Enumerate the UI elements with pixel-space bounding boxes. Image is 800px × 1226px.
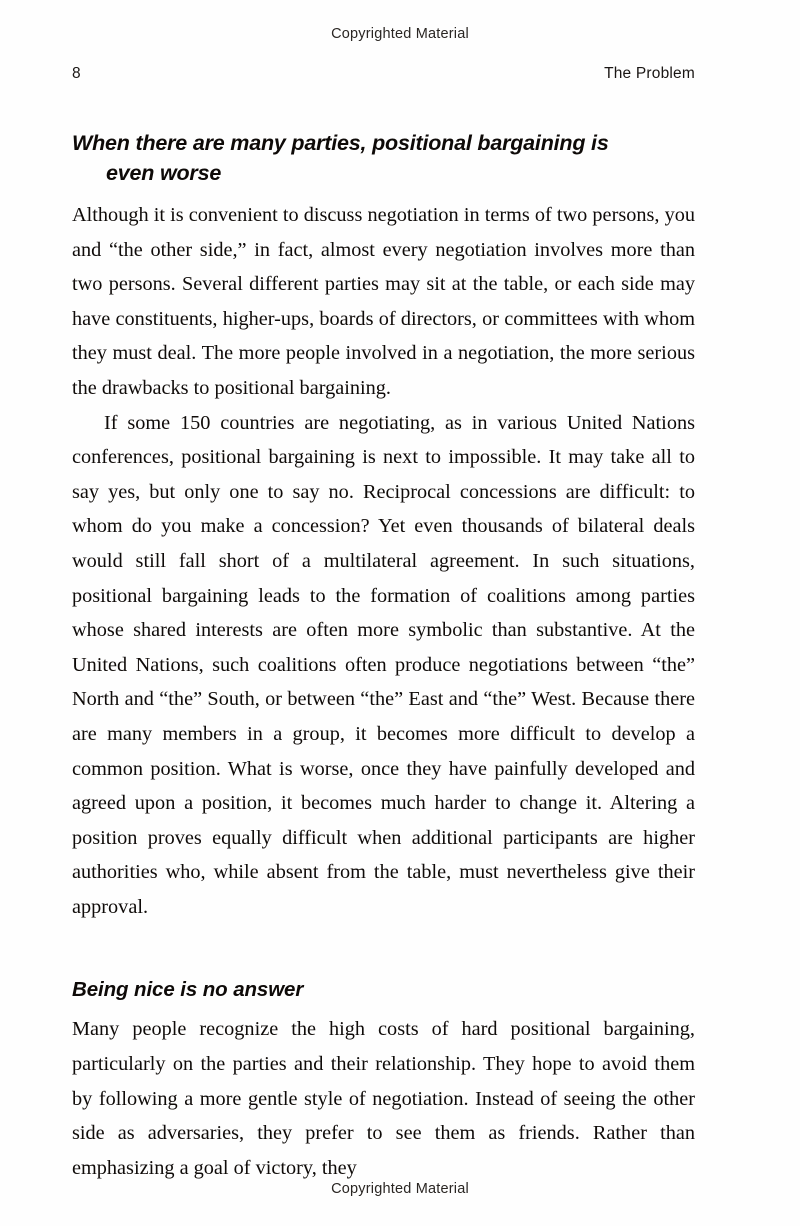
paragraph: If some 150 countries are negotiating, as in various United Nations conferences, positional bargaining is next to impossible. It may take all to say yes, but only one to say no. Reciprocal concessions are difficult: to whom do you make a concession? Yet even thousands of bilateral deals would still fall short of a multilateral agreement. In such situations, positional bargaining leads to the formation of coalitions among parties whose shared interests are often more symbolic than substantive. At the United Nations, such coalitions often produce negotiations between “the” North and “the” South, or between “the” East and “the” West. Because there are many members in a group, it becomes more difficult to develop a common position. What is worse, once they have painfully developed and agreed upon a position, it becomes much harder to change it. Altering a position proves equally difficult when additional participants are higher authorities who, while absent from the table, must nevertheless give their approval. [72,411,695,918]
page-number: 8 [72,65,81,82]
section-heading-line-1: When there are many parties, positional bargaining is [72,131,609,155]
paragraph: Although it is convenient to discuss negotiation in terms of two persons, you and “the other side,” in fact, almost every negotiation involves more than two persons. Several different parties may sit at the table, or each side may have constituents, higher-ups, boards of directors, or committees with whom they must deal. The more people involved in a negotiation, the more serious the drawbacks to positional bargaining. [72,204,695,399]
chapter-title: The Problem [604,65,695,82]
copyright-watermark-bottom: Copyrighted Material [331,1181,469,1197]
running-head [72,65,695,83]
paragraph: Many people recognize the high costs of hard positional bargaining, particularly on the parties and their relationship. They hope to avoid them by following a more gentle style of negotiation. Instead of seeing the other side as adversaries, they prefer to see them as friends. Rather than emphasizing a goal of victory, they [72,1018,695,1179]
page-content [72,128,695,1185]
copyright-watermark-top: Copyrighted Material [331,26,469,42]
section-heading-being-nice: Being nice is no answer [72,978,304,1002]
section-spacer [72,924,695,976]
heading-spacer [72,1004,695,1012]
section-heading-line-2: even worse [106,161,222,185]
section-heading-many-parties [72,128,695,188]
